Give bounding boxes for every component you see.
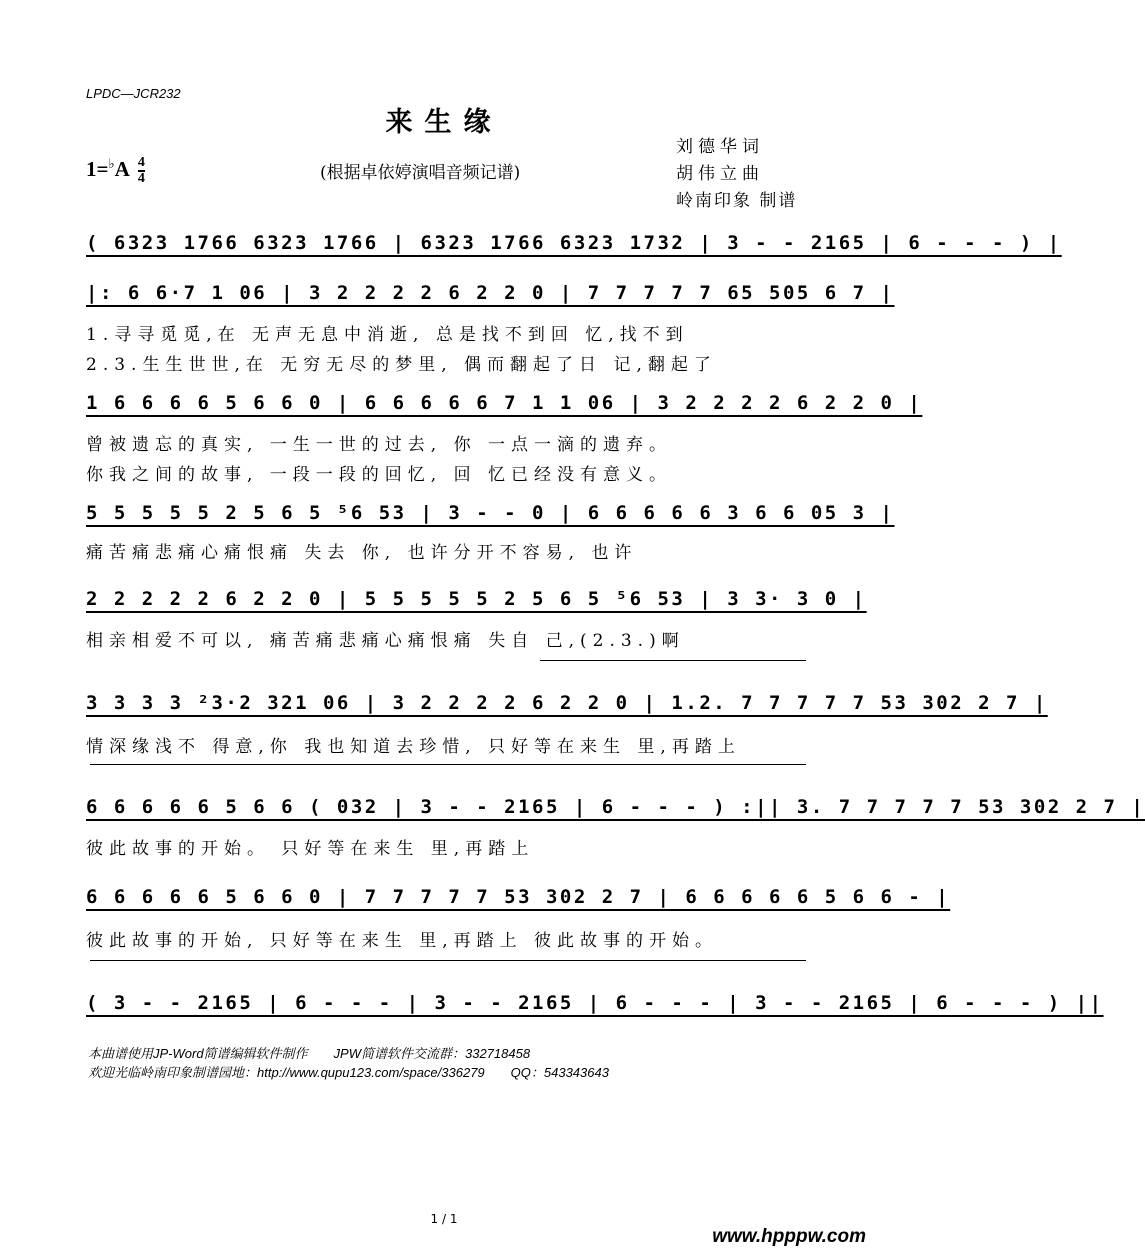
lyric-line-7: 彼此故事的开始, 只好等在来生 里,再踏上 彼此故事的开始。 xyxy=(86,931,719,951)
lyric-line-1b: 2.3.生生世世,在 无穷无尽的梦里, 偶而翻起了日 记,翻起了 xyxy=(86,355,717,375)
document-code: LPDC—JCR232 xyxy=(86,86,181,101)
subtitle: (根据卓依婷演唱音频记谱) xyxy=(320,163,521,183)
website-watermark: www.hpppw.com xyxy=(712,1226,866,1247)
score-line-2: 1 6 6 6 6 5 6 6 0 | 6 6 6 6 6 7 1 1 06 | 3 2 2 2 2 6 2 2 0 | xyxy=(86,392,923,414)
score-line-outro: ( 3 - - 2165 | 6 - - - | 3 - - 2165 | 6 - - - | 3 - - 2165 | 6 - - - ) || xyxy=(86,992,1104,1014)
lyricist-credit: 刘德华词 xyxy=(676,137,764,157)
score-line-1: |: 6 6·7 1 06 | 3 2 2 2 2 6 2 2 0 | 7 7 7 7 7 65 505 6 7 | xyxy=(86,282,895,304)
volta-bracket-1 xyxy=(540,660,806,661)
lyric-line-2b: 你我之间的故事, 一段一段的回忆, 回 忆已经没有意义。 xyxy=(86,465,673,485)
key-note: A xyxy=(114,157,129,181)
coda-divider xyxy=(90,960,806,961)
time-bottom: 4 xyxy=(137,171,145,187)
key-prefix: 1= xyxy=(86,157,109,181)
lyric-line-3: 痛苦痛悲痛心痛恨痛 失去 你, 也许分开不容易, 也许 xyxy=(86,543,638,563)
composer-credit: 胡伟立曲 xyxy=(676,164,764,184)
lyric-line-4: 相亲相爱不可以, 痛苦痛悲痛心痛恨痛 失自 己,(2.3.)啊 xyxy=(86,631,685,651)
flat-sign: ♭ xyxy=(108,156,115,171)
page-number: 1 / 1 xyxy=(430,1212,458,1226)
score-line-7: 6 6 6 6 6 5 6 6 0 | 7 7 7 7 7 53 302 2 7 | 6 6 6 6 6 5 6 6 - | xyxy=(86,886,951,908)
lyric-line-2a: 曾被遗忘的真实, 一生一世的过去, 你 一点一滴的遗弃。 xyxy=(86,435,673,455)
score-line-3: 5 5 5 5 5 2 5 6 5 ⁵6 53 | 3 - - 0 | 6 6 6 6 6 3 6 6 05 3 | xyxy=(86,502,895,524)
time-top: 4 xyxy=(137,155,145,171)
lyric-line-5: 情深缘浅不 得意,你 我也知道去珍惜, 只好等在来生 里,再踏上 xyxy=(86,737,741,757)
footer-line-2: 欢迎光临岭南印象制谱园地：http://www.qupu123.com/space/336279 QQ：543343643 xyxy=(88,1065,609,1080)
section-divider xyxy=(90,764,806,765)
lyric-line-6: 彼此故事的开始。 只好等在来生 里,再踏上 xyxy=(86,839,535,859)
lyric-line-1a: 1.寻寻觅觅,在 无声无息中消逝, 总是找不到回 忆,找不到 xyxy=(86,325,689,345)
arranger-credit: 岭南印象 制谱 xyxy=(676,191,798,211)
song-title: 来生缘 xyxy=(385,107,503,138)
footer-line-1: 本曲谱使用JP-Word简谱编辑软件制作 JPW简谱软件交流群：332718458 xyxy=(88,1046,531,1061)
score-line-5: 3 3 3 3 ²3·2 321 06 | 3 2 2 2 2 6 2 2 0 | 1.2. 7 7 7 7 7 53 302 2 7 | xyxy=(86,692,1048,714)
time-signature xyxy=(138,156,145,186)
key-signature xyxy=(86,156,145,186)
score-line-intro: ( 6323 1766 6323 1766 | 6323 1766 6323 1732 | 3 - - 2165 | 6 - - - ) | xyxy=(86,232,1062,254)
score-line-6: 6 6 6 6 6 5 6 6 ( 032 | 3 - - 2165 | 6 - - - ) :|| 3. 7 7 7 7 7 53 302 2 7 | xyxy=(86,796,1145,818)
score-line-4: 2 2 2 2 2 6 2 2 0 | 5 5 5 5 5 2 5 6 5 ⁵6 53 | 3 3· 3 0 | xyxy=(86,588,867,610)
